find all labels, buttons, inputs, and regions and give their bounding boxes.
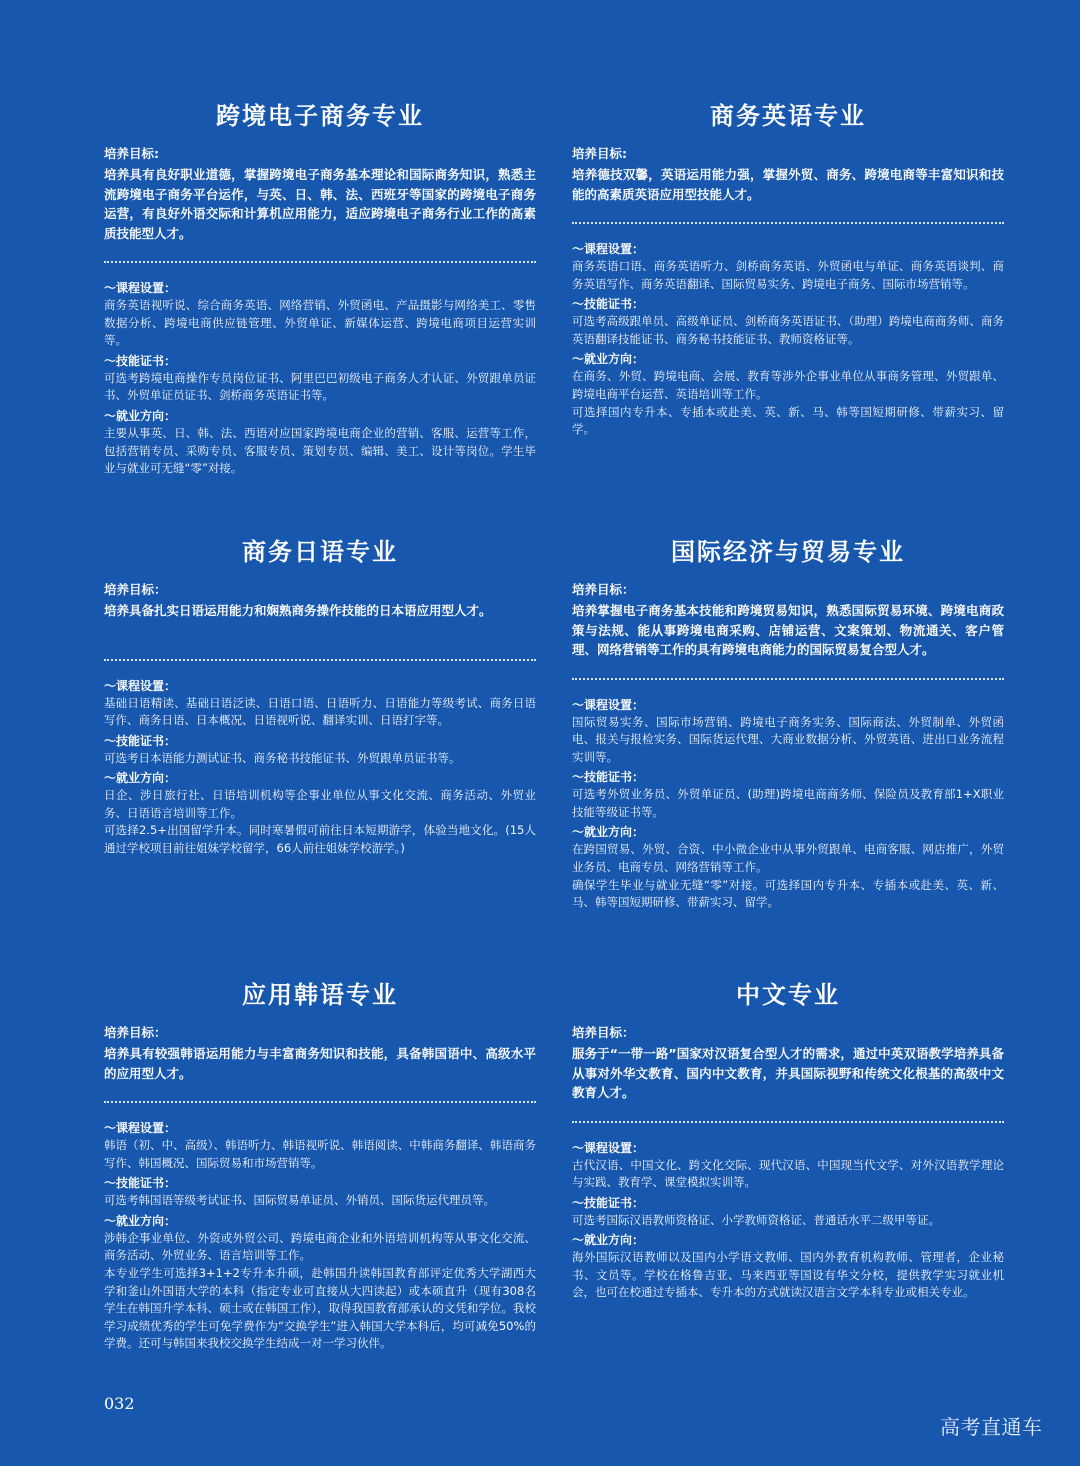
goal-text: 培养具有良好职业道德，掌握跨境电子商务基本理论和国际商务知识，熟悉主流跨境电子商务平台运作，与英、日、韩、法、西班牙等国家的跨境电子商务运营，有良好外语交际和计算机应用能力，适应跨境电子商务行业工作的高素质技能型人才。 (104, 167, 536, 241)
course-text: 商务英语口语、商务英语听力、剑桥商务英语、外贸函电与单证、商务英语谈判、商务英语写作、商务英语翻译、国际贸易实务、跨境电子商务、国际市场营销等。 (572, 259, 1004, 291)
cert-label: 〜技能证书： (104, 1176, 177, 1191)
major-block-business-english (572, 98, 1004, 439)
goal-label: 培养目标： (104, 582, 167, 597)
career-text: 主要从事英、日、韩、法、西语对应国家跨境电商企业的营销、客服、运营等工作，包括营销专员、采购专员、客服专员、策划专员、编辑、美工、设计等岗位。学生毕业与就业可无缝“零”对接。 (104, 425, 536, 476)
page-number: 032 (104, 1394, 135, 1413)
career-text: 海外国际汉语教师以及国内小学语文教师、国内外教育机构教师、管理者，企业秘书、文员等。学校在格鲁吉亚、马来西亚等国设有华文分校，提供教学实习就业机会，也可在校通过专插本、专升本的方式就读汉语言文学本科专业或相关专业。 (572, 1250, 1004, 1300)
course-text: 基础日语精读、基础日语泛读、日语口语、日语听力、日语能力等级考试、商务日语写作、商务日语、日本概况、日语视听说、翻译实训、日语打字等。 (104, 695, 536, 728)
goal-text: 培养具有较强韩语运用能力与丰富商务知识和技能，具备韩国语中、高级水平的应用型人才。 (104, 1046, 536, 1081)
dotted-divider (104, 659, 536, 661)
goal-label: 培养目标： (572, 582, 635, 597)
dotted-divider (104, 1101, 536, 1103)
course-text: 国际贸易实务、国际市场营销、跨境电子商务实务、国际商法、外贸制单、外贸函电、报关与报检实务、国际货运代理、大商业数据分析、外贸英语、进出口业务流程实训等。 (572, 714, 1004, 764)
cert-text: 可选考国际汉语教师资格证、小学教师资格证、普通话水平二级甲等证。 (572, 1212, 940, 1227)
goal-label: 培养目标： (572, 1025, 635, 1040)
major-title: 应用韩语专业 (242, 980, 398, 1009)
goal-label: 培养目标: (104, 146, 159, 161)
major-block-chinese (572, 977, 1004, 1302)
dotted-divider (572, 678, 1004, 680)
career-text: 日企、涉日旅行社、日语培训机构等企事业单位从事文化交流、商务活动、外贸业务、日语语言培训等工作。 (104, 788, 536, 820)
career-text: 涉韩企事业单位、外资或外贸公司、跨境电商企业和外语培训机构等从事文化交流、商务活动、外贸业务、语言培训等工作。 (104, 1230, 536, 1263)
career-label: 〜就业方向： (572, 352, 645, 367)
cert-text: 可选考韩国语等级考试证书、国际贸易单证员、外销员、国际货运代理员等。 (104, 1193, 495, 1208)
goal-text: 服务于“一带一路”国家对汉语复合型人才的需求，通过中英双语教学培养具备从事对外华文教育、国内中文教育，并具国际视野和传统文化根基的高级中文教育人才。 (572, 1046, 1004, 1100)
dotted-divider (572, 1121, 1004, 1123)
course-text: 古代汉语、中国文化、跨文化交际、现代汉语、中国现当代文学、对外汉语教学理论与实践、教育学、课堂模拟实训等。 (572, 1157, 1004, 1190)
cert-label: 〜技能证书： (572, 297, 645, 312)
career-label: 〜就业方向： (104, 1213, 177, 1228)
career-text: 在跨国贸易、外贸、合资、中小微企业中从事外贸跟单、电商客服、网店推广，外贸业务员、电商专员、网络营销等工作。 (572, 842, 1004, 875)
cert-text: 可选考高级跟单员、高级单证员、剑桥商务英语证书、（助理）跨境电商商务师、商务英语翻译技能证书、商务秘书技能证书、教师资格证等。 (572, 314, 1004, 346)
career-text: 在商务、外贸、跨境电商、会展、教育等涉外企事业单位从事商务管理、外贸跟单、跨境电商平台运营、英语培训等工作。 (572, 369, 1004, 401)
course-text: 韩语（初、中、高级）、韩语听力、韩语视听说、韩语阅读、中韩商务翻译、韩语商务写作、韩国概况、国际贸易和市场营销等。 (104, 1138, 536, 1170)
career-extra-text: 确保学生毕业与就业无缝“零”对接。可选择国内专升本、专插本或赴美、英、新、马、韩等国短期研修、带薪实习、留学。 (572, 877, 1004, 910)
goal-text: 培养具备扎实日语运用能力和娴熟商务操作技能的日本语应用型人才。 (104, 603, 492, 618)
major-title: 跨境电子商务专业 (216, 101, 424, 130)
cert-label: 〜技能证书： (104, 353, 177, 368)
goal-text: 培养掌握电子商务基本技能和跨境贸易知识，熟悉国际贸易环境、跨境电商政策与法规、能从事跨境电商采购、店铺运营、文案策划、物流通关、客户管理、网络营销等工作的具有跨境电商能力的国际贸易复合型人才。 (572, 603, 1004, 657)
career-label: 〜就业方向： (572, 825, 645, 840)
career-extra-text: 可选择2.5+出国留学升本。同时寒暑假可前往日本短期游学，体验当地文化。(15人通过学校项目前往姐妹学校留学，66人前往姐妹学校游学。) (104, 823, 536, 856)
course-label: 〜课程设置： (572, 697, 645, 712)
cert-label: 〜技能证书： (572, 1195, 645, 1210)
cert-text: 可选考外贸业务员、外贸单证员、(助理)跨境电商商务师、保险员及教育部1+X职业技能等级证书等。 (572, 787, 1004, 819)
major-title: 商务日语专业 (242, 537, 398, 566)
career-extra-text: 可选择国内专升本、专插本或赴美、英、新、马、韩等国短期研修、带薪实习、留学。 (572, 404, 1004, 437)
major-title: 国际经济与贸易专业 (671, 537, 905, 566)
goal-label: 培养目标： (104, 1025, 167, 1040)
goal-text: 培养德技双馨，英语运用能力强，掌握外贸、商务、跨境电商等丰富知识和技能的高素质英语应用型技能人才。 (572, 167, 1004, 202)
course-label: 〜课程设置： (572, 242, 645, 256)
major-title: 中文专业 (736, 980, 840, 1009)
career-label: 〜就业方向： (104, 408, 177, 423)
career-label: 〜就业方向： (572, 1233, 645, 1248)
career-extra-text: 本专业学生可选择3+1+2专升本升硕，赴韩国升读韩国教育部评定优秀大学湖西大学和釜山外国语大学的本科（指定专业可直接从大四读起）或本硕直升（现有308名学生在韩国升学本科、硕士或在韩国工作），取得我国教育部承认的文凭和学位。我校学习成绩优秀的学生可免学费作为“交换学生”进入韩国大学本科后，均可减免50%的学费。还可与韩国来我校交换学生结成一对一学习伙伴。 (104, 1265, 536, 1351)
course-label: 〜课程设置： (104, 678, 177, 693)
major-block-international-trade (572, 534, 1004, 912)
course-label: 〜课程设置： (104, 281, 177, 295)
cert-label: 〜技能证书： (104, 733, 177, 748)
major-title: 商务英语专业 (710, 101, 866, 130)
goal-label: 培养目标: (572, 146, 627, 161)
cert-label: 〜技能证书： (572, 770, 645, 785)
career-label: 〜就业方向： (104, 771, 177, 786)
watermark-text: 高考直通车 (940, 1415, 1043, 1439)
major-block-business-japanese (104, 534, 536, 858)
major-block-applied-korean (104, 977, 536, 1353)
cert-text: 可选考日本语能力测试证书、商务秘书技能证书、外贸跟单员证书等。 (104, 750, 461, 765)
course-text: 商务英语视听说、综合商务英语、网络营销、外贸函电、产品摄影与网络美工、零售数据分析、跨境电商供应链管理、外贸单证、新媒体运营、跨境电商项目运营实训等。 (104, 298, 536, 348)
major-block-cross-border-ecommerce (104, 98, 536, 478)
dotted-divider (104, 261, 536, 263)
course-label: 〜课程设置： (572, 1140, 645, 1155)
cert-text: 可选考跨境电商操作专员岗位证书、阿里巴巴初级电子商务人才认证、外贸跟单员证书、外贸单证员证书、剑桥商务英语证书等。 (104, 370, 536, 403)
course-label: 〜课程设置： (104, 1121, 177, 1135)
dotted-divider (572, 222, 1004, 224)
